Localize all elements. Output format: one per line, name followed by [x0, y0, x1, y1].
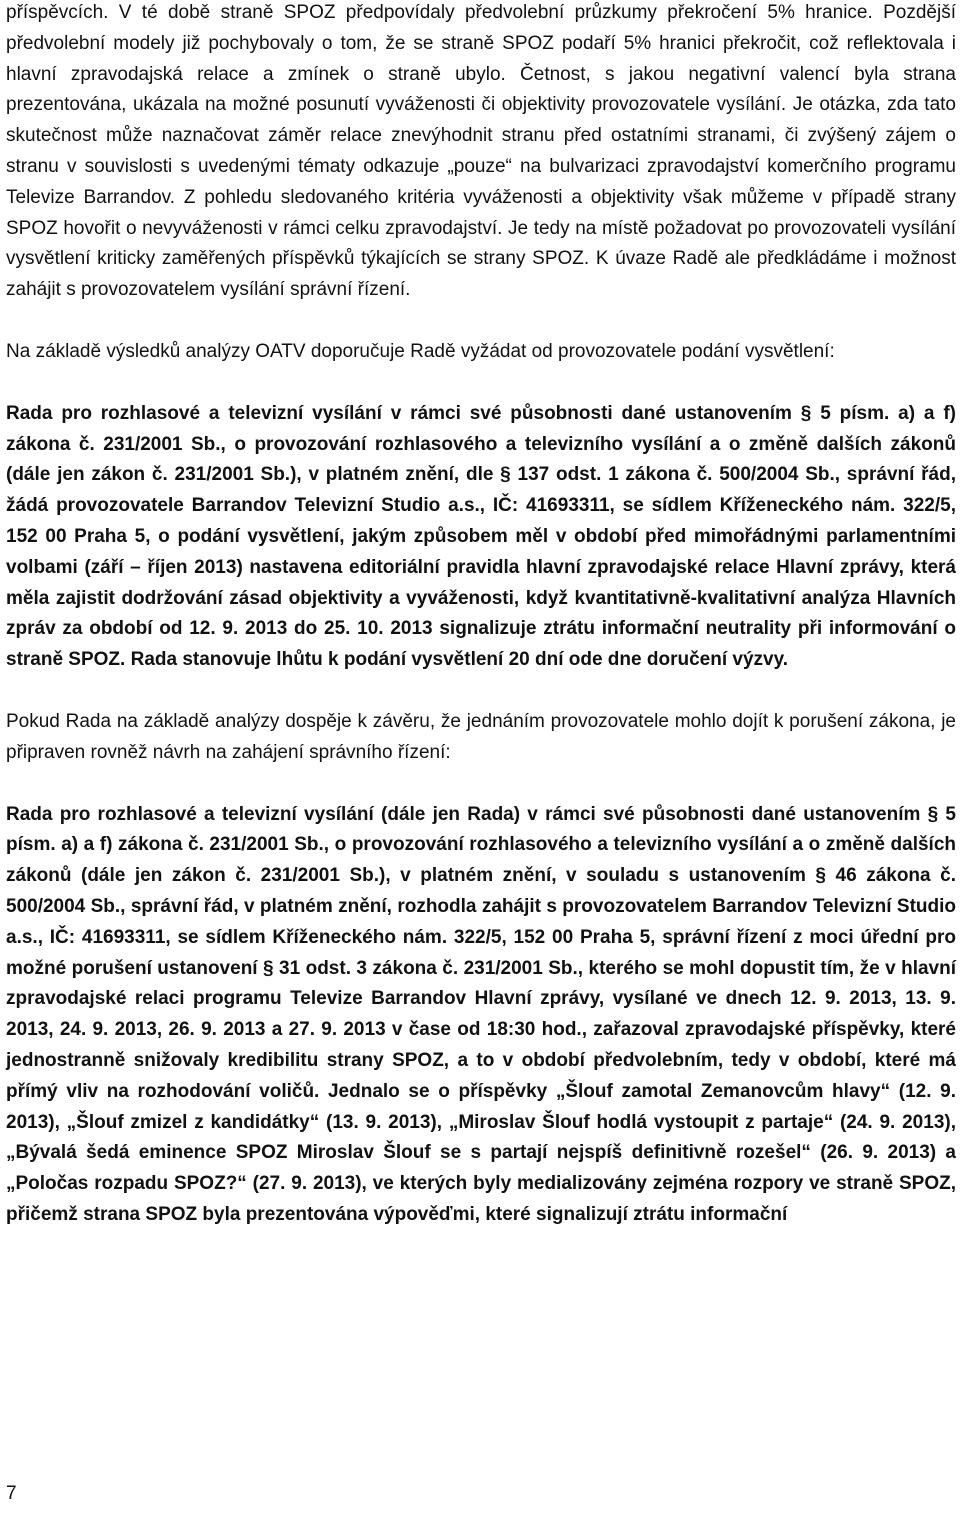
- document-page: [6, 0, 956, 1231]
- paragraph-proceedings-decision: Rada pro rozhlasové a televizní vysílání (dále jen Rada) v rámci své působnosti dané ustanovením § 5 písm. a) a f) zákona č. 231/2001 Sb., o provozování rozhlasového a televizního vysílání a o změně dalších zákonů (dále jen zákon č. 231/2001 Sb.), v platném znění, v souladu s ustanovením § 46 zákona č. 500/2004 Sb., správní řád, v platném znění, rozhodla zahájit s provozovatelem Barrandov Televizní Studio a.s., IČ: 41693311, se sídlem Kříženeckého nám. 322/5, 152 00 Praha 5, správní řízení z moci úřední pro možné porušení ustanovení § 31 odst. 3 zákona č. 231/2001 Sb., kterého se mohl dopustit tím, že v hlavní zpravodajské relaci programu Televize Barrandov Hlavní zprávy, vysílané ve dnech 12. 9. 2013, 13. 9. 2013, 24. 9. 2013, 26. 9. 2013 a 27. 9. 2013 v čase od 18:30 hod., zařazoval zpravodajské příspěvky, které jednostranně snižovaly kredibilitu strany SPOZ, a to v období předvolebním, tedy v období, které má přímý vliv na rozhodování voličů. Jednalo se o příspěvky „Šlouf zamotal Zemanovcům hlavy“ (12. 9. 2013), „Šlouf zmizel z kandidátky“ (13. 9. 2013), „Miroslav Šlouf hodlá vystoupit z partaje“ (24. 9. 2013), „Bývalá šedá eminence SPOZ Miroslav Šlouf se s partají nejspíš definitivně rozešel“ (26. 9. 2013) a „Poločas rozpadu SPOZ?“ (27. 9. 2013), ve kterých byly medializovány zejména rozpory ve straně SPOZ, přičemž strana SPOZ byla prezentována výpověďmi, které signalizují ztrátu informační: [6, 803, 956, 1225]
- paragraph-recommendation-intro: Na základě výsledků analýzy OATV doporučuje Radě vyžádat od provozovatele podání vysvětlení:: [6, 340, 835, 362]
- page-number: 7: [6, 1483, 17, 1504]
- paragraph-request-explanation: Rada pro rozhlasové a televizní vysílání v rámci své působnosti dané ustanovením § 5 písm. a) a f) zákona č. 231/2001 Sb., o provozování rozhlasového a televizního vysílání a o změně dalších zákonů (dále jen zákon č. 231/2001 Sb.), v platném znění, dle § 137 odst. 1 zákona č. 500/2004 Sb., správní řád, žádá provozovatele Barrandov Televizní Studio a.s., IČ: 41693311, se sídlem Kříženeckého nám. 322/5, 152 00 Praha 5, o podání vysvětlení, jakým způsobem měl v období před mimořádnými parlamentními volbami (září – říjen 2013) nastavena editoriální pravidla hlavní zpravodajské relace Hlavní zprávy, která měla zajistit dodržování zásad objektivity a vyváženosti, když kvantitativně-kvalitativní analýza Hlavních zpráv za období od 12. 9. 2013 do 25. 10. 2013 signalizuje ztrátu informační neutrality při informování o straně SPOZ. Rada stanovuje lhůtu k podání vysvětlení 20 dní ode dne doručení výzvy.: [6, 402, 956, 671]
- paragraph-analysis-conclusion: příspěvcích. V té době straně SPOZ předpovídaly předvolební průzkumy překročení 5% hranice. Pozdější předvolební modely již pochybovaly o tom, že se straně SPOZ podaří 5% hranici překročit, což reflektovala i hlavní zpravodajská relace a zmínek o straně ubylo. Četnost, s jakou negativní valencí byla strana prezentována, ukázala na možné posunutí vyváženosti či objektivity provozovatele vysílání. Je otázka, zda tato skutečnost může naznačovat záměr relace znevýhodnit stranu před ostatními stranami, či zvýšený zájem o stranu v souvislosti s uvedenými tématy odkazuje „pouze“ na bulvarizaci zpravodajství komerčního programu Televize Barrandov. Z pohledu sledovaného kritéria vyváženosti a objektivity však můžeme v případě strany SPOZ hovořit o nevyváženosti v rámci celku zpravodajství. Je tedy na místě požadovat po provozovateli vysílání vysvětlení kriticky zaměřených příspěvků týkajících se strany SPOZ. K úvaze Radě ale předkládáme i možnost zahájit s provozovatelem vysílání správní řízení.: [6, 2, 956, 301]
- paragraph-proceedings-intro: Pokud Rada na základě analýzy dospěje k závěru, že jednáním provozovatele mohlo dojít k porušení zákona, je připraven rovněž návrh na zahájení správního řízení:: [6, 710, 956, 763]
